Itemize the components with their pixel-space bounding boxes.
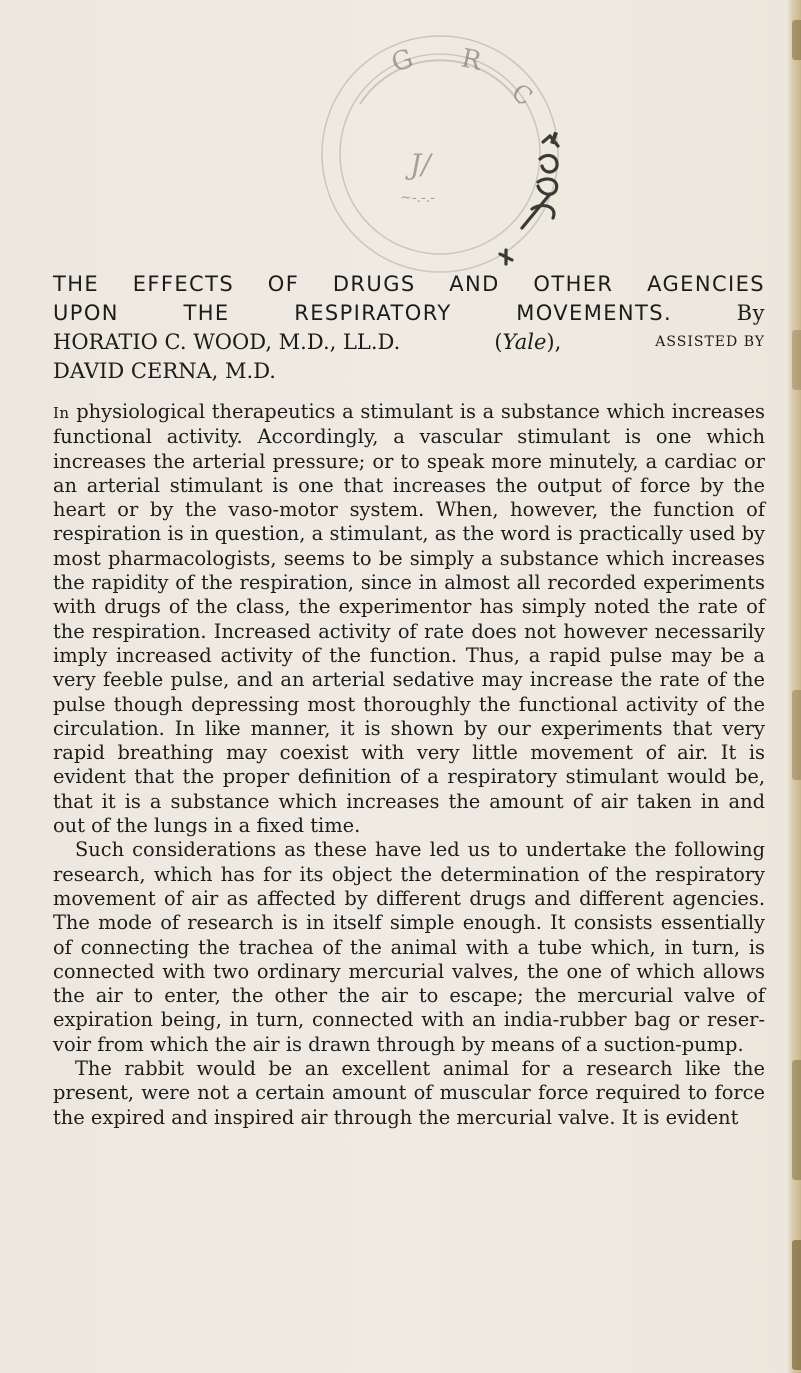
title-word: MOVEMENTS. [516, 301, 673, 325]
svg-text:~-.-.-: ~-.-.- [400, 190, 435, 206]
author-line [53, 328, 765, 357]
title-word: AGENCIES [647, 272, 765, 296]
page-edge-mark [792, 1060, 801, 1180]
affiliation-name: Yale [502, 330, 547, 354]
article-body [53, 400, 765, 1130]
paragraph-2: Such considerations as these have led us to undertake the following research, which has for its object the determination of the respiratory movement of air as affected by different drugs and different agencies. The mode of research is in itself simple enough. It consists essentially of connecting the trachea of the animal with a tube which, in turn, is connected with two ordinary mercurial valves, the one of which allows the air to enter, the other the air to escape; the mercurial valve of expiration being, in turn, connected with an india-rubber bag or reser- voir from which the air is drawn through by means of a suction-pump. [53, 838, 765, 1056]
title-word: RESPIRATORY [294, 301, 452, 325]
page-edge-mark [792, 1240, 801, 1370]
paren-close: ), [546, 330, 562, 354]
title-word: OTHER [533, 272, 614, 296]
library-stamp-seal [300, 14, 590, 304]
lead-word: In [53, 404, 70, 422]
title-word: OF [267, 272, 300, 296]
svg-text:C: C [506, 77, 538, 112]
page-edge-mark [792, 20, 801, 60]
title-word: UPON [53, 301, 119, 325]
svg-text:J/: J/ [410, 148, 431, 181]
title-word: EFFECTS [132, 272, 235, 296]
title-word: AND [449, 272, 500, 296]
author-name: HORATIO C. WOOD, M.D., LL.D. [53, 330, 401, 354]
author-affiliation [494, 328, 561, 357]
paragraph-3: The rabbit would be an excellent animal for a research like the present, were not a certain amount of muscular force required to force the expired and inspired air through the mercurial valve. It is evident [53, 1057, 765, 1129]
assisted-by-label: ASSISTED BY [655, 334, 765, 350]
title-word: DRUGS [332, 272, 416, 296]
paren-open: ( [494, 330, 503, 354]
article-title-block [53, 270, 765, 386]
title-line-1 [53, 270, 765, 299]
title-line-2 [53, 299, 765, 328]
page-edge-mark [792, 330, 801, 390]
title-word: By [736, 301, 765, 325]
paragraph-1-text: physiological therapeutics a stimulant is a substance which increases functional activity. Accordingly, a vascular stimulant is one which increases the arterial pressure; or to speak more minutely, a cardiac or an arterial stimulant is one that increases the output of force by the heart or by the vaso-motor system. When, however, the function of respiration is in question, a stimulant, as the word is practically used by most pharmacologists, seems to be simply a substance which increases the rapidity of the respiration, since in almost all recorded experiments with drugs of the class, the experimentor has simply noted the rate of the respiration. Increased activity of rate does not however necessarily imply increased activity of the function. Thus, a rapid pulse may be a very feeble pulse, and an arterial sedative may increase the rate of the pulse though depressing most thoroughly the functional activity of the circulation. In like manner, it is shown by our experiments that very rapid breathing may coexist with very little movement of air. It is evident that the proper definition of a respiratory stimulant would be, that it is a substance which increases the amount of air taken in and out of the lungs in a fixed time. [53, 400, 765, 838]
page-edge-mark [792, 690, 801, 780]
paragraph-1 [53, 400, 765, 838]
title-word: THE [53, 272, 100, 296]
svg-text:G: G [387, 43, 417, 79]
assistant-line [53, 357, 765, 386]
title-word: THE [183, 301, 230, 325]
assistant-name: DAVID CERNA, M.D. [53, 359, 276, 383]
svg-text:R: R [458, 43, 484, 77]
